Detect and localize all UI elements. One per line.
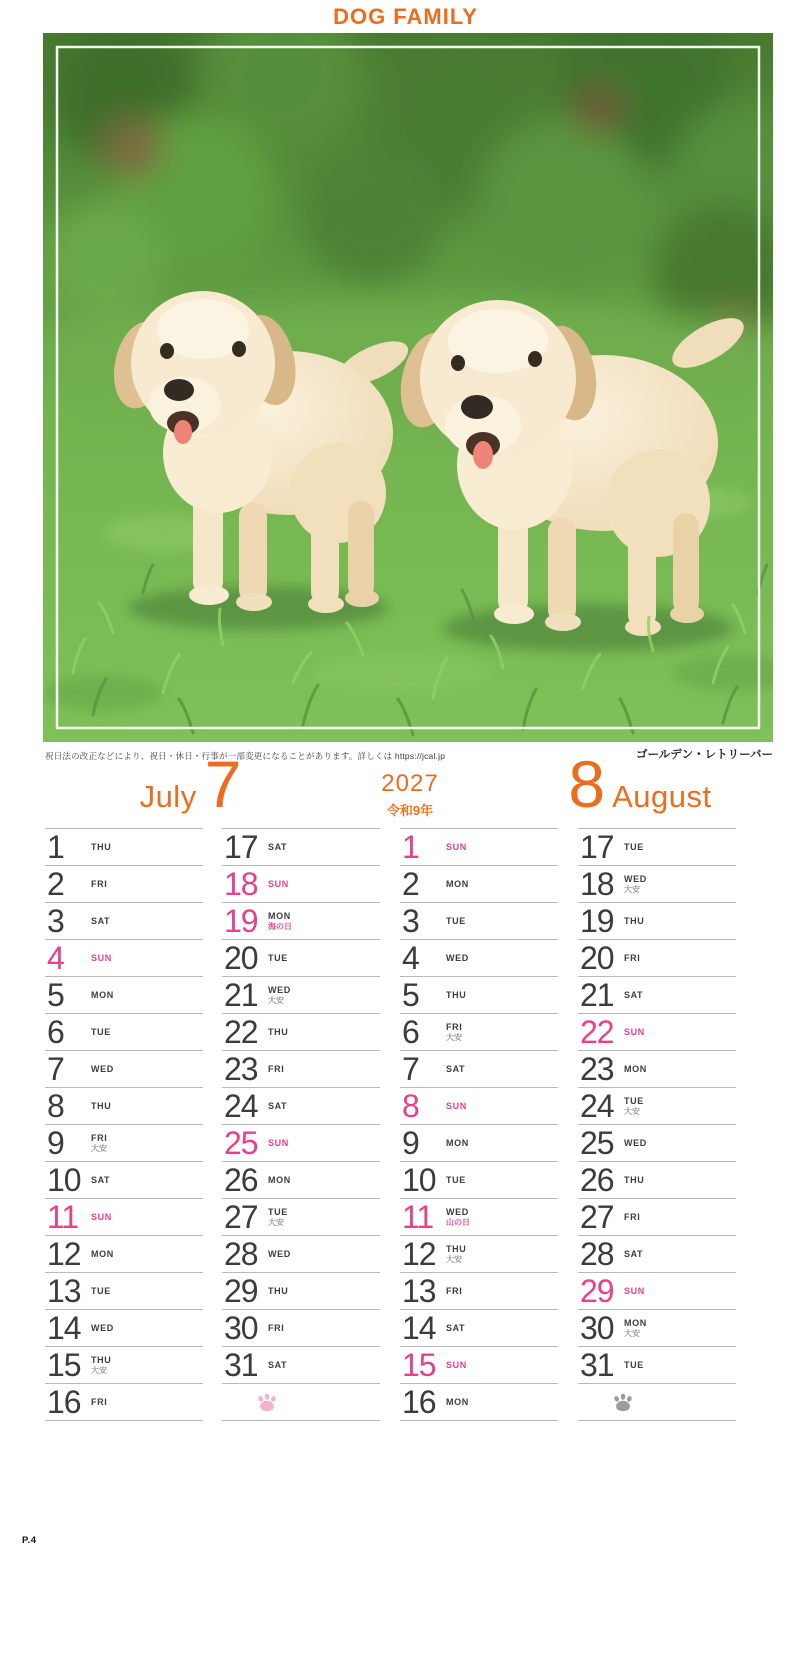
weekday-label: TUE [446, 1174, 466, 1185]
day-number: 13 [47, 1273, 81, 1309]
day-row [45, 1013, 203, 1050]
day-row [222, 1087, 380, 1124]
weekday-label: WED [268, 984, 291, 995]
weekday-label: MON [268, 1174, 291, 1185]
weekday-label: SAT [268, 1359, 288, 1370]
day-note: 大安 [446, 1033, 462, 1043]
day-row [45, 1272, 203, 1309]
day-row [45, 1124, 203, 1161]
weekday-label: FRI [446, 1285, 463, 1296]
day-note: 大安 [624, 1107, 640, 1117]
day-meta [624, 1138, 647, 1148]
day-meta [268, 842, 287, 852]
weekday-label: MON [446, 878, 469, 889]
day-meta [268, 985, 291, 1006]
day-meta [446, 1207, 470, 1228]
day-row [222, 1309, 380, 1346]
day-note: 大安 [624, 1329, 640, 1339]
day-row [45, 1383, 203, 1420]
day-row [400, 939, 558, 976]
weekday-label: TUE [446, 915, 466, 926]
day-number: 9 [47, 1125, 64, 1161]
weekday-label: SAT [446, 1063, 466, 1074]
day-row [45, 939, 203, 976]
weekday-label: WED [268, 1248, 291, 1259]
day-number: 14 [402, 1310, 436, 1346]
day-number: 14 [47, 1310, 81, 1346]
day-row [578, 1198, 736, 1235]
day-row [45, 1087, 203, 1124]
august-month-name: August [612, 779, 712, 814]
day-number: 7 [402, 1051, 419, 1087]
day-meta [91, 842, 111, 852]
day-number: 4 [402, 940, 419, 976]
day-row [578, 976, 736, 1013]
day-meta [268, 879, 289, 889]
paw-icon [256, 1392, 278, 1412]
breed-caption: ゴールデン・レトリーバー [636, 749, 773, 761]
day-row [578, 902, 736, 939]
weekday-label: SAT [91, 1174, 111, 1185]
day-row [222, 939, 380, 976]
weekday-label: THU [624, 1174, 645, 1185]
weekday-label: MON [91, 1248, 114, 1259]
weekday-label: WED [91, 1322, 114, 1333]
day-meta [91, 1286, 111, 1296]
weekday-label: FRI [624, 1211, 641, 1222]
weekday-label: SAT [91, 915, 111, 926]
day-number: 21 [580, 977, 614, 1013]
day-meta [91, 1323, 114, 1333]
august-column-2 [578, 828, 736, 1421]
day-number: 17 [580, 829, 614, 865]
weekday-label: TUE [624, 841, 644, 852]
day-number: 2 [402, 866, 419, 902]
weekday-label: SUN [91, 952, 112, 963]
day-row [222, 1235, 380, 1272]
weekday-label: SAT [268, 1100, 288, 1111]
day-row [578, 1309, 736, 1346]
day-row [222, 865, 380, 902]
weekday-label: FRI [446, 1021, 463, 1032]
day-meta [446, 1022, 462, 1043]
day-meta [446, 1397, 469, 1407]
puppies-photo-illustration [43, 33, 773, 742]
day-meta [268, 911, 292, 932]
day-note: 大安 [268, 996, 284, 1006]
day-row [222, 828, 380, 865]
weekday-label: SUN [446, 841, 467, 852]
year-label: 2027 [381, 770, 439, 797]
day-row [45, 1346, 203, 1383]
weekday-label: TUE [91, 1285, 111, 1296]
year-header [345, 770, 475, 819]
day-number: 12 [47, 1236, 81, 1272]
weekday-label: MON [624, 1063, 647, 1074]
weekday-label: SUN [624, 1285, 645, 1296]
holiday-notice-text: 祝日法の改正などにより、祝日・休日・行事が一部変更になることがあります。詳しくは https://jcal.jp [45, 751, 446, 761]
era-label: 令和9年 [386, 803, 434, 818]
day-number: 3 [402, 903, 419, 939]
weekday-label: SAT [268, 841, 288, 852]
weekday-label: THU [446, 1243, 467, 1254]
day-meta [446, 1286, 462, 1296]
day-number: 5 [402, 977, 419, 1013]
day-meta [91, 879, 107, 889]
day-number: 23 [580, 1051, 614, 1087]
weekday-label: THU [446, 989, 467, 1000]
day-meta [91, 1027, 111, 1037]
day-row [400, 1087, 558, 1124]
day-number: 4 [47, 940, 64, 976]
day-meta [91, 1101, 111, 1111]
day-meta [91, 1064, 114, 1074]
day-row [222, 1050, 380, 1087]
day-number: 17 [224, 829, 258, 865]
day-row [222, 1346, 380, 1383]
weekday-label: WED [91, 1063, 114, 1074]
day-row [578, 1087, 736, 1124]
day-row [578, 1272, 736, 1309]
weekday-label: SUN [268, 878, 289, 889]
weekday-label: TUE [624, 1095, 644, 1106]
day-meta [446, 990, 466, 1000]
day-number: 13 [402, 1273, 436, 1309]
day-number: 24 [580, 1088, 614, 1124]
day-meta [446, 1138, 469, 1148]
day-meta [268, 1360, 287, 1370]
day-meta [268, 1207, 288, 1228]
day-meta [624, 1286, 645, 1296]
calendar-photo [43, 33, 773, 742]
weekday-label: TUE [624, 1359, 644, 1370]
day-meta [624, 953, 640, 963]
july-column-1 [45, 828, 203, 1421]
day-number: 27 [580, 1199, 614, 1235]
day-row [45, 828, 203, 865]
day-number: 21 [224, 977, 258, 1013]
day-meta [91, 1175, 110, 1185]
day-row [45, 1050, 203, 1087]
day-number: 19 [224, 903, 258, 939]
day-meta [624, 842, 644, 852]
weekday-label: SUN [91, 1211, 112, 1222]
day-meta [446, 1244, 466, 1265]
weekday-label: FRI [91, 878, 108, 889]
weekday-label: THU [268, 1285, 289, 1296]
weekday-label: SAT [624, 989, 644, 1000]
day-row [222, 1161, 380, 1198]
weekday-label: FRI [268, 1322, 285, 1333]
day-number: 1 [47, 829, 64, 865]
day-number: 30 [224, 1310, 258, 1346]
weekday-label: WED [624, 1137, 647, 1148]
august-month-number: 8 [568, 747, 605, 821]
day-row [400, 865, 558, 902]
day-number: 25 [580, 1125, 614, 1161]
day-number: 11 [47, 1199, 79, 1235]
day-number: 7 [47, 1051, 64, 1087]
day-number: 1 [402, 829, 419, 865]
day-row [400, 1272, 558, 1309]
day-row [578, 1124, 736, 1161]
day-row [400, 1161, 558, 1198]
day-number: 11 [402, 1199, 434, 1235]
day-number: 24 [224, 1088, 258, 1124]
day-meta [624, 1175, 644, 1185]
day-meta [446, 1064, 465, 1074]
day-row [400, 1235, 558, 1272]
day-row [400, 1383, 558, 1420]
day-meta [624, 916, 644, 926]
day-number: 15 [47, 1347, 81, 1383]
day-row [400, 976, 558, 1013]
day-meta [446, 879, 469, 889]
weekday-label: THU [91, 1354, 112, 1365]
weekday-label: THU [268, 1026, 289, 1037]
day-number: 26 [580, 1162, 614, 1198]
day-row [222, 902, 380, 939]
weekday-label: FRI [624, 952, 641, 963]
day-meta [624, 874, 647, 895]
day-number: 10 [47, 1162, 81, 1198]
day-number: 29 [580, 1273, 614, 1309]
day-meta [446, 1175, 466, 1185]
paw-row [578, 1383, 736, 1420]
day-meta [446, 916, 466, 926]
day-row [578, 865, 736, 902]
day-number: 31 [580, 1347, 614, 1383]
day-number: 16 [47, 1384, 81, 1420]
day-meta [268, 1286, 288, 1296]
day-row [400, 1124, 558, 1161]
day-row [400, 828, 558, 865]
day-number: 23 [224, 1051, 258, 1087]
day-meta [91, 990, 114, 1000]
day-number: 28 [224, 1236, 258, 1272]
weekday-label: SAT [446, 1322, 466, 1333]
weekday-label: MON [446, 1396, 469, 1407]
day-meta [91, 1133, 107, 1154]
july-month-name: July [139, 779, 197, 814]
day-meta [91, 953, 112, 963]
day-number: 27 [224, 1199, 258, 1235]
day-number: 8 [47, 1088, 64, 1124]
day-number: 19 [580, 903, 614, 939]
day-row [45, 1198, 203, 1235]
day-meta [268, 953, 288, 963]
day-number: 30 [580, 1310, 614, 1346]
weekday-label: WED [446, 1206, 469, 1217]
day-row [45, 1235, 203, 1272]
day-meta [91, 1249, 114, 1259]
day-meta [624, 1249, 643, 1259]
day-number: 22 [224, 1014, 258, 1050]
day-number: 25 [224, 1125, 258, 1161]
page-number: P.4 [22, 1535, 37, 1546]
day-row [45, 1309, 203, 1346]
weekday-label: MON [446, 1137, 469, 1148]
day-number: 3 [47, 903, 64, 939]
day-meta [268, 1027, 288, 1037]
day-meta [91, 1212, 112, 1222]
day-meta [446, 1101, 467, 1111]
day-row [400, 902, 558, 939]
day-meta [91, 1355, 111, 1376]
weekday-label: TUE [268, 1206, 288, 1217]
weekday-label: FRI [91, 1396, 108, 1407]
weekday-label: SUN [268, 1137, 289, 1148]
day-row [222, 1272, 380, 1309]
page-title: DOG FAMILY [333, 4, 478, 29]
day-meta [268, 1249, 291, 1259]
day-row [578, 1161, 736, 1198]
day-meta [624, 1027, 645, 1037]
day-row [222, 1013, 380, 1050]
day-meta [446, 1323, 465, 1333]
day-number: 2 [47, 866, 64, 902]
weekday-label: MON [624, 1317, 647, 1328]
day-meta [268, 1175, 291, 1185]
day-row [400, 1013, 558, 1050]
day-meta [624, 990, 643, 1000]
day-row [45, 1161, 203, 1198]
weekday-label: MON [91, 989, 114, 1000]
day-number: 31 [224, 1347, 258, 1383]
day-meta [446, 1360, 467, 1370]
day-row [578, 828, 736, 865]
day-number: 12 [402, 1236, 436, 1272]
day-meta [624, 1096, 644, 1117]
day-number: 10 [402, 1162, 436, 1198]
weekday-label: WED [446, 952, 469, 963]
day-meta [268, 1064, 284, 1074]
day-number: 15 [402, 1347, 436, 1383]
weekday-label: WED [624, 873, 647, 884]
weekday-label: SAT [624, 1248, 644, 1259]
day-number: 29 [224, 1273, 258, 1309]
august-column-1 [400, 828, 558, 1421]
paw-icon [612, 1392, 634, 1412]
day-number: 6 [402, 1014, 419, 1050]
day-row [578, 1050, 736, 1087]
day-row [222, 1198, 380, 1235]
day-row [578, 1346, 736, 1383]
day-number: 28 [580, 1236, 614, 1272]
weekday-label: TUE [91, 1026, 111, 1037]
day-meta [624, 1212, 640, 1222]
weekday-label: THU [91, 1100, 112, 1111]
day-row [578, 939, 736, 976]
day-number: 18 [224, 866, 258, 902]
weekday-label: MON [268, 910, 291, 921]
day-note: 大安 [91, 1144, 107, 1154]
day-row [222, 976, 380, 1013]
weekday-label: FRI [268, 1063, 285, 1074]
day-note: 大安 [268, 1218, 284, 1228]
day-note: 海の日 [268, 922, 292, 932]
day-meta [268, 1101, 287, 1111]
day-number: 5 [47, 977, 64, 1013]
day-row [578, 1235, 736, 1272]
day-number: 26 [224, 1162, 258, 1198]
day-row [222, 1124, 380, 1161]
day-number: 20 [580, 940, 614, 976]
day-note: 大安 [624, 885, 640, 895]
weekday-label: TUE [268, 952, 288, 963]
day-row [400, 1198, 558, 1235]
day-meta [268, 1323, 284, 1333]
day-meta [91, 1397, 107, 1407]
weekday-label: THU [624, 915, 645, 926]
day-number: 18 [580, 866, 614, 902]
day-number: 9 [402, 1125, 419, 1161]
july-month-number: 7 [204, 747, 241, 821]
paw-row [222, 1383, 380, 1420]
weekday-label: SUN [446, 1100, 467, 1111]
day-row [45, 865, 203, 902]
day-number: 16 [402, 1384, 436, 1420]
day-meta [624, 1064, 647, 1074]
day-note: 大安 [446, 1255, 462, 1265]
day-row [45, 976, 203, 1013]
day-row [45, 902, 203, 939]
day-number: 6 [47, 1014, 64, 1050]
weekday-label: SUN [624, 1026, 645, 1037]
day-number: 22 [580, 1014, 614, 1050]
day-meta [446, 842, 467, 852]
day-row [400, 1346, 558, 1383]
day-note: 大安 [91, 1366, 107, 1376]
day-meta [446, 953, 469, 963]
day-number: 20 [224, 940, 258, 976]
day-row [578, 1013, 736, 1050]
july-column-2 [222, 828, 380, 1421]
day-row [400, 1309, 558, 1346]
weekday-label: SUN [446, 1359, 467, 1370]
day-meta [91, 916, 110, 926]
day-note: 山の日 [446, 1218, 470, 1228]
day-number: 8 [402, 1088, 419, 1124]
weekday-label: THU [91, 841, 112, 852]
day-meta [624, 1318, 647, 1339]
day-meta [268, 1138, 289, 1148]
day-row [400, 1050, 558, 1087]
weekday-label: FRI [91, 1132, 108, 1143]
day-meta [624, 1360, 644, 1370]
